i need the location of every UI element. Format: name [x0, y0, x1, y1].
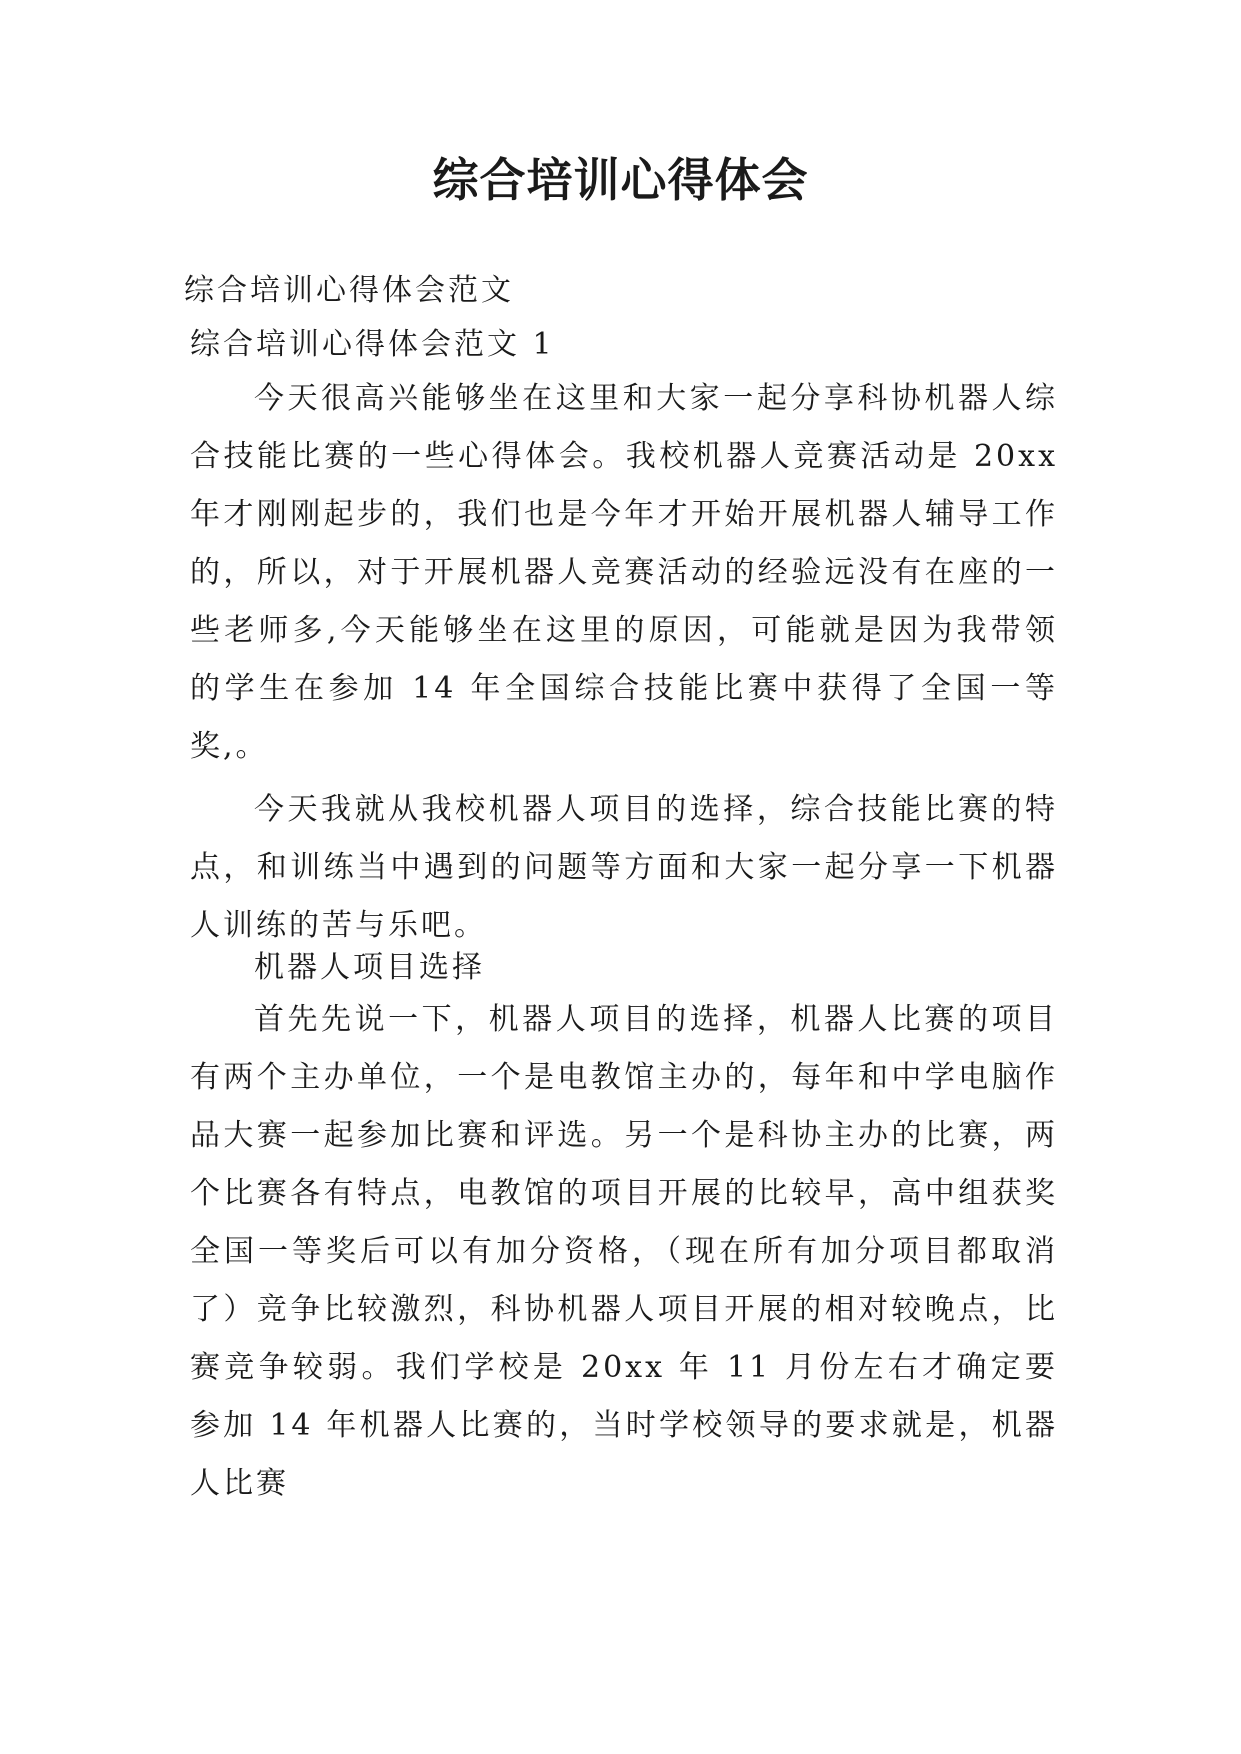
section-heading: [190, 316, 1058, 374]
paragraph-text: 今天很高兴能够坐在这里和大家一起分享科协机器人综合技能比赛的一些心得体会。我校机器人竞赛活动是 20xx年才刚刚起步的，我们也是今年才开始开展机器人辅导工作的，所以，对于开展机器人竞赛活动的经验远没有在座的一些老师多,今天能够坐在这里的原因，可能就是因为我带领的学生在参加 14 年全国综合技能比赛中获得了全国一等奖,。: [190, 381, 1058, 764]
subtitle-text: 综合培训心得体会范文: [184, 273, 514, 308]
section-heading-text: 综合培训心得体会范文 1: [190, 327, 555, 362]
paragraph-2: [190, 781, 1058, 955]
paragraph-3: [190, 991, 1058, 1513]
paragraph-1: [190, 370, 1058, 776]
document-title: 综合培训心得体会: [432, 153, 809, 207]
subsection-heading-text: 机器人项目选择: [254, 950, 485, 985]
paragraph-text: 首先先说一下，机器人项目的选择，机器人比赛的项目有两个主办单位，一个是电教馆主办的，每年和中学电脑作品大赛一起参加比赛和评选。另一个是科协主办的比赛，两个比赛各有特点，电教馆的项目开展的比较早，高中组获奖全国一等奖后可以有加分资格，（现在所有加分项目都取消了）竞争比较激烈，科协机器人项目开展的相对较晚点，比赛竞争较弱。我们学校是 20xx 年 11 月份左右才确定要参加 14 年机器人比赛的，当时学校领导的要求就是，机器人比赛: [190, 1002, 1058, 1501]
subsection-heading: [190, 939, 1058, 997]
document-subtitle: [184, 262, 1052, 320]
paragraph-text: 今天我就从我校机器人项目的选择，综合技能比赛的特点，和训练当中遇到的问题等方面和大家一起分享一下机器人训练的苦与乐吧。: [190, 792, 1058, 943]
